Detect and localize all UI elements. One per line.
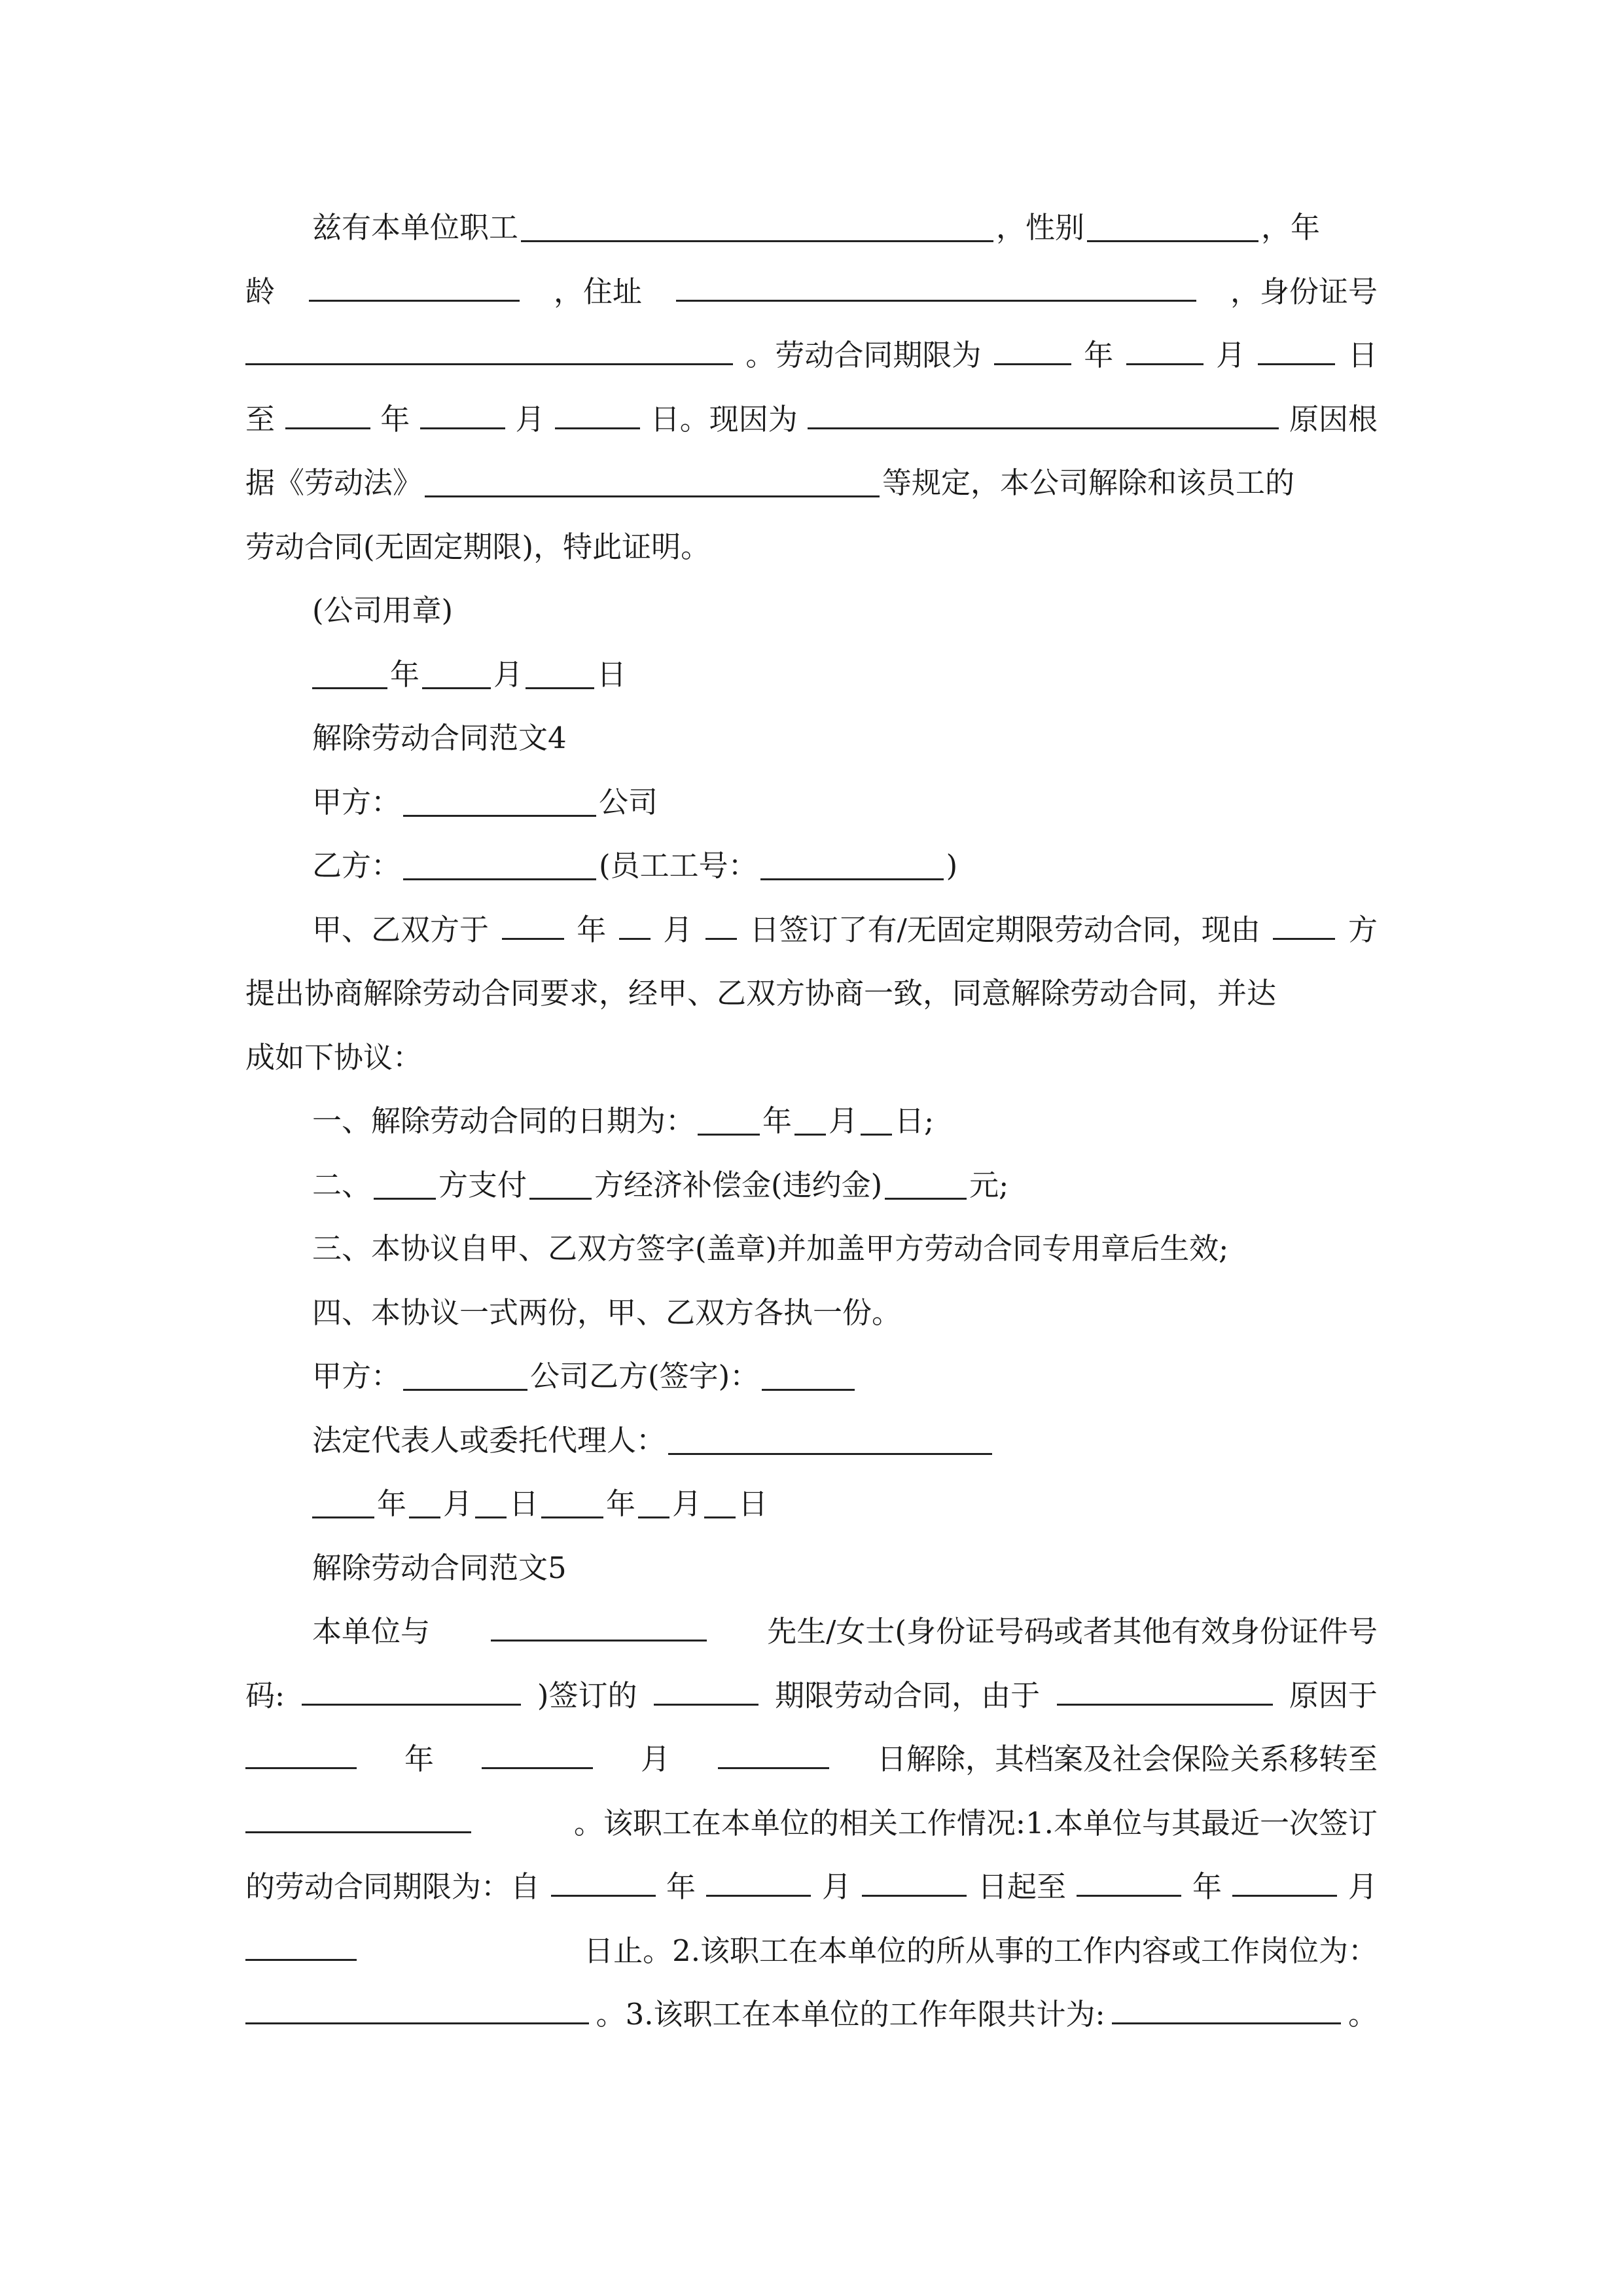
- text: 公司乙方(签字)：: [530, 1359, 760, 1393]
- text: 方: [1347, 912, 1378, 947]
- text: 月: [821, 1869, 851, 1904]
- s5-line-6: [245, 1919, 1378, 1983]
- text: 日止。2.该职工在本单位的所从事的工作内容或工作岗位为：: [584, 1933, 1378, 1968]
- text: 原因根: [1289, 402, 1378, 437]
- blank-month: [1232, 1864, 1337, 1897]
- cert-line-3: [245, 323, 1378, 387]
- blank-month: [794, 1103, 826, 1136]
- blank-signature: [762, 1358, 855, 1391]
- text: 年: [762, 1103, 793, 1138]
- text: 解除劳动合同范文5: [312, 1551, 567, 1585]
- text: 年: [1084, 338, 1114, 372]
- s4-para-1: [245, 898, 1378, 962]
- text: 原因于: [1289, 1678, 1378, 1713]
- text: (公司用章): [312, 593, 454, 628]
- s5-line-3: [245, 1727, 1378, 1791]
- cert-date: [245, 643, 1378, 707]
- text: 年: [606, 1486, 636, 1521]
- text: 公司: [599, 785, 658, 819]
- text: 法定代表人或委托代理人：: [312, 1423, 666, 1458]
- blank-day: [526, 656, 594, 689]
- text: 。劳动合同期限为: [745, 338, 982, 372]
- text: 成如下协议：: [245, 1040, 423, 1075]
- s4-party-a: [245, 770, 1378, 834]
- text: 先生/女士(身份证号码或者其他有效身份证件号: [767, 1614, 1378, 1649]
- text: 年: [577, 912, 607, 947]
- text: 年: [404, 1742, 434, 1776]
- blank-gender: [1087, 209, 1258, 242]
- blank-address: [676, 269, 1196, 302]
- s4-party-b: [245, 834, 1378, 898]
- s4-signatures: [245, 1344, 1378, 1408]
- text: 月: [1216, 338, 1246, 372]
- text: 据《劳动法》: [245, 465, 423, 500]
- text: 月: [443, 1486, 473, 1521]
- s4-item-1: [245, 1089, 1378, 1153]
- blank-employee: [403, 848, 596, 880]
- text: 乙方：: [312, 848, 401, 883]
- blank-work-years: [1112, 1992, 1341, 2024]
- sample-5-title: [245, 1536, 1378, 1600]
- blank-id-number: [245, 332, 733, 365]
- text: 日。现因为: [650, 402, 798, 437]
- blank-job-position: [245, 1992, 589, 2024]
- text: 月: [493, 657, 524, 692]
- blank-month: [409, 1486, 440, 1518]
- blank-day: [245, 1928, 357, 1961]
- s5-line-1: [245, 1600, 1378, 1664]
- blank-month: [1126, 332, 1204, 365]
- blank-year: [698, 1103, 760, 1136]
- text: 日起至: [977, 1869, 1066, 1904]
- text: 月: [1347, 1869, 1378, 1904]
- blank-id-number: [302, 1673, 521, 1706]
- text: 至: [245, 402, 276, 437]
- cert-line-6: [245, 515, 1378, 579]
- text: 二、: [312, 1168, 372, 1202]
- text: 年: [390, 657, 420, 692]
- text: 甲、乙双方于: [312, 912, 490, 947]
- cert-line-1: [245, 196, 1378, 260]
- text: 码:: [245, 1678, 285, 1713]
- blank-day: [718, 1736, 829, 1769]
- text: 日: [738, 1486, 768, 1521]
- text: ，性别: [996, 210, 1085, 245]
- text: 。: [1347, 1997, 1378, 2032]
- blank-law-article: [425, 465, 880, 497]
- text: (员工工号：: [599, 848, 758, 883]
- text: 月: [515, 402, 545, 437]
- blank-year: [1077, 1864, 1181, 1897]
- text: 月: [663, 912, 693, 947]
- s4-representative: [245, 1408, 1378, 1473]
- blank-reason: [808, 397, 1279, 429]
- blank-month: [420, 397, 505, 429]
- blank-representative: [668, 1422, 992, 1455]
- text: 三、本协议自甲、乙双方签字(盖章)并加盖甲方劳动合同专用章后生效;: [312, 1231, 1229, 1266]
- text: 龄: [245, 274, 276, 309]
- blank-company: [403, 1358, 527, 1391]
- cert-line-2: [245, 260, 1378, 324]
- text: 年: [377, 1486, 407, 1521]
- blank-day: [555, 397, 640, 429]
- blank-day: [1258, 332, 1335, 365]
- blank-month: [422, 656, 491, 689]
- blank-year: [312, 656, 387, 689]
- sample-4-title: [245, 706, 1378, 770]
- blank-company: [403, 784, 596, 817]
- s4-para-2: [245, 961, 1378, 1026]
- blank-transfer-to: [245, 1801, 471, 1833]
- text: 月: [672, 1486, 702, 1521]
- text: ，住址: [553, 274, 642, 309]
- text: 日: [597, 657, 627, 692]
- blank-month: [619, 907, 651, 940]
- blank-month: [706, 1864, 811, 1897]
- text: 元;: [969, 1168, 1009, 1202]
- text: 日解除，其档案及社会保险关系移转至: [876, 1742, 1378, 1776]
- text: 甲方：: [312, 785, 401, 819]
- text: 的劳动合同期限为：自: [245, 1869, 541, 1904]
- text: 甲方：: [312, 1359, 401, 1393]
- text: 日: [1347, 338, 1378, 372]
- text: 期限劳动合同，由于: [775, 1678, 1041, 1713]
- text: )签订的: [537, 1678, 637, 1713]
- text: 四、本协议一式两份，甲、乙双方各执一份。: [312, 1295, 902, 1330]
- blank-amount: [885, 1167, 967, 1200]
- blank-year: [994, 332, 1071, 365]
- s4-item-3: [245, 1217, 1378, 1281]
- text: 一、解除劳动合同的日期为：: [312, 1103, 696, 1138]
- s5-line-2: [245, 1664, 1378, 1728]
- text: 日;: [895, 1103, 935, 1138]
- blank-term: [654, 1673, 758, 1706]
- text: ): [946, 848, 958, 883]
- s4-dates: [245, 1472, 1378, 1536]
- blank-age: [309, 269, 520, 302]
- text: 方支付: [438, 1168, 527, 1202]
- text: 日签订了有/无固定期限劳动合同，现由: [749, 912, 1260, 947]
- blank-year: [502, 907, 564, 940]
- text: 年: [1192, 1869, 1222, 1904]
- blank-year: [541, 1486, 603, 1518]
- s5-line-7: [245, 1982, 1378, 2047]
- blank-year: [551, 1864, 656, 1897]
- blank-employee-no: [760, 848, 944, 880]
- blank-reason: [1057, 1673, 1273, 1706]
- blank-day: [475, 1486, 507, 1518]
- blank-day: [861, 1103, 892, 1136]
- text: 。该职工在本单位的相关工作情况:1.本单位与其最近一次签订: [573, 1806, 1378, 1840]
- text: 方经济补偿金(违约金): [594, 1168, 883, 1202]
- blank-party: [529, 1167, 592, 1200]
- blank-day: [705, 907, 737, 940]
- blank-year: [312, 1486, 374, 1518]
- blank-year: [285, 397, 370, 429]
- s4-item-4: [245, 1281, 1378, 1345]
- text: 日: [509, 1486, 539, 1521]
- cert-seal: [245, 579, 1378, 643]
- text: 年: [666, 1869, 696, 1904]
- blank-month: [638, 1486, 669, 1518]
- text: 年: [380, 402, 410, 437]
- cert-line-4: [245, 387, 1378, 452]
- text: ，身份证号: [1230, 274, 1378, 309]
- blank-party: [374, 1167, 436, 1200]
- blank-party: [1273, 907, 1335, 940]
- s5-line-5: [245, 1855, 1378, 1919]
- blank-month: [482, 1736, 593, 1769]
- blank-name: [491, 1609, 707, 1641]
- blank-employee-name: [521, 209, 993, 242]
- text: 解除劳动合同范文4: [312, 721, 567, 755]
- blank-day: [704, 1486, 736, 1518]
- text: 等规定，本公司解除和该员工的: [882, 465, 1295, 500]
- text: 。3.该职工在本单位的工作年限共计为:: [596, 1997, 1105, 2032]
- text: 兹有本单位职工: [312, 210, 519, 245]
- s5-line-4: [245, 1791, 1378, 1856]
- text: 月: [829, 1103, 859, 1138]
- s4-item-2: [245, 1153, 1378, 1217]
- text: 劳动合同(无固定期限)，特此证明。: [245, 529, 711, 564]
- s4-para-3: [245, 1026, 1378, 1090]
- blank-day: [862, 1864, 967, 1897]
- text: 提出协商解除劳动合同要求，经甲、乙双方协商一致，同意解除劳动合同，并达: [245, 976, 1277, 1011]
- text: ，年: [1261, 210, 1321, 245]
- text: 本单位与: [312, 1614, 431, 1649]
- cert-line-5: [245, 451, 1378, 515]
- blank-year: [245, 1736, 357, 1769]
- text: 月: [640, 1742, 670, 1776]
